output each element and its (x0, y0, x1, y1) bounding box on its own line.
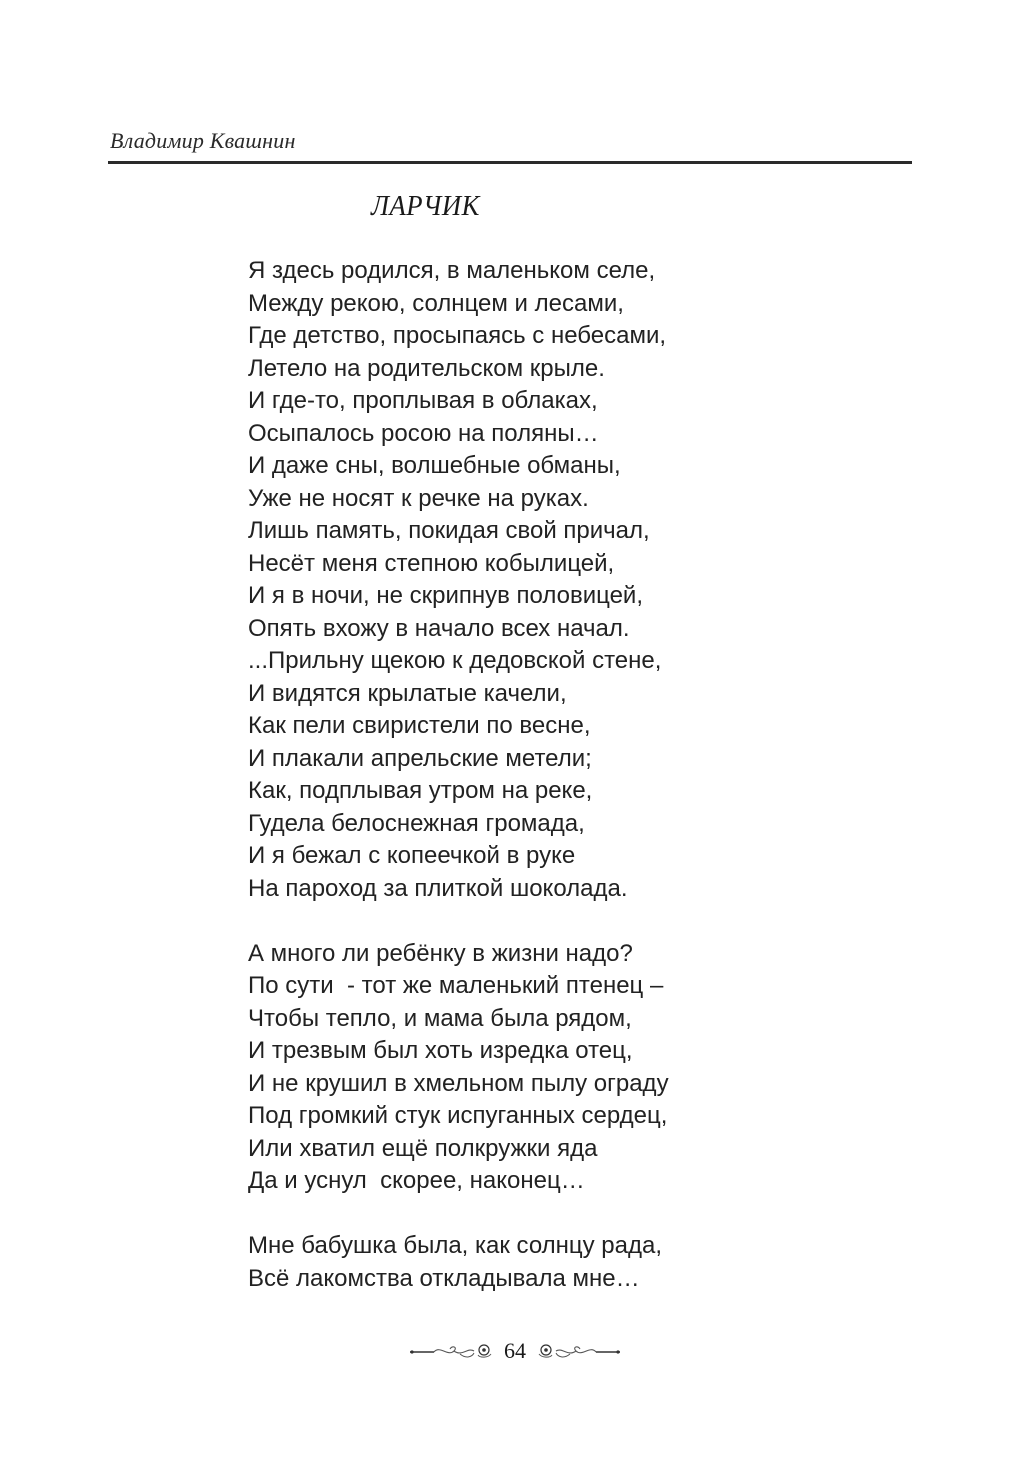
poem-title: ЛАРЧИК (371, 190, 480, 222)
poem-line: Летело на родительском крыле. (248, 354, 605, 382)
poem-line: По сути - тот же маленький птенец – (248, 972, 664, 999)
poem-line: Я здесь родился, в маленьком селе, (248, 257, 656, 284)
poem-line: И даже сны, волшебные обманы, (248, 452, 621, 479)
poem-line: Всё лакомства откладывала мне… (248, 1264, 640, 1292)
poem-line: Несёт меня степною кобылицей, (248, 549, 615, 577)
poem-line: Опять вхожу в начало всех начал. (248, 614, 630, 642)
poem-line: На пароход за плиткой шоколада. (248, 874, 628, 902)
poem-line: Под громкий стук испуганных сердец, (248, 1102, 668, 1129)
floral-flourish-icon (408, 1341, 496, 1361)
page-footer (400, 1333, 630, 1369)
poem-line: Осыпалось росою на поляны… (248, 419, 599, 447)
page-number: 64 (504, 1338, 526, 1363)
poem-line: Мне бабушка была, как солнцу рада, (248, 1232, 663, 1259)
floral-flourish-icon (534, 1341, 622, 1361)
poem-line: И видятся крылатые качели, (248, 679, 567, 707)
header-rule (108, 161, 912, 164)
poem-line: И я бежал с копеечкой в руке (248, 842, 576, 869)
poem-line: Чтобы тепло, и мама была рядом, (248, 1004, 632, 1032)
stanza-1 (248, 255, 669, 905)
poem-line: А много ли ребёнку в жизни надо? (248, 939, 633, 967)
poem-line: Между рекою, солнцем и лесами, (248, 289, 624, 317)
poem-line: И где-то, проплывая в облаках, (248, 387, 598, 414)
poem-line: И не крушил в хмельном пылу ограду (248, 1069, 669, 1097)
poem-line: ...Прильну щекою к дедовской стене, (248, 647, 662, 674)
poem-line: Уже не носят к речке на руках. (248, 484, 589, 512)
stanza-3 (248, 1230, 669, 1295)
poem-line: Или хватил ещё полкружки яда (248, 1134, 598, 1162)
running-head-author: Владимир Квашнин (110, 128, 296, 153)
poem-line: Где детство, просыпаясь с небесами, (248, 322, 667, 349)
poem-body (248, 255, 669, 1295)
poem-line: И я в ночи, не скрипнув половицей, (248, 582, 644, 609)
poem-line: И плакали апрельские метели; (248, 744, 592, 772)
poem-line: Да и уснул скорее, наконец… (248, 1167, 585, 1194)
stanza-2 (248, 938, 669, 1198)
poem-line: Гудела белоснежная громада, (248, 809, 585, 837)
poem-line: Лишь память, покидая свой причал, (248, 517, 650, 544)
poem-line: И трезвым был хоть изредка отец, (248, 1037, 633, 1064)
poem-line: Как пели свиристели по весне, (248, 712, 591, 739)
poem-line: Как, подплывая утром на реке, (248, 777, 593, 804)
